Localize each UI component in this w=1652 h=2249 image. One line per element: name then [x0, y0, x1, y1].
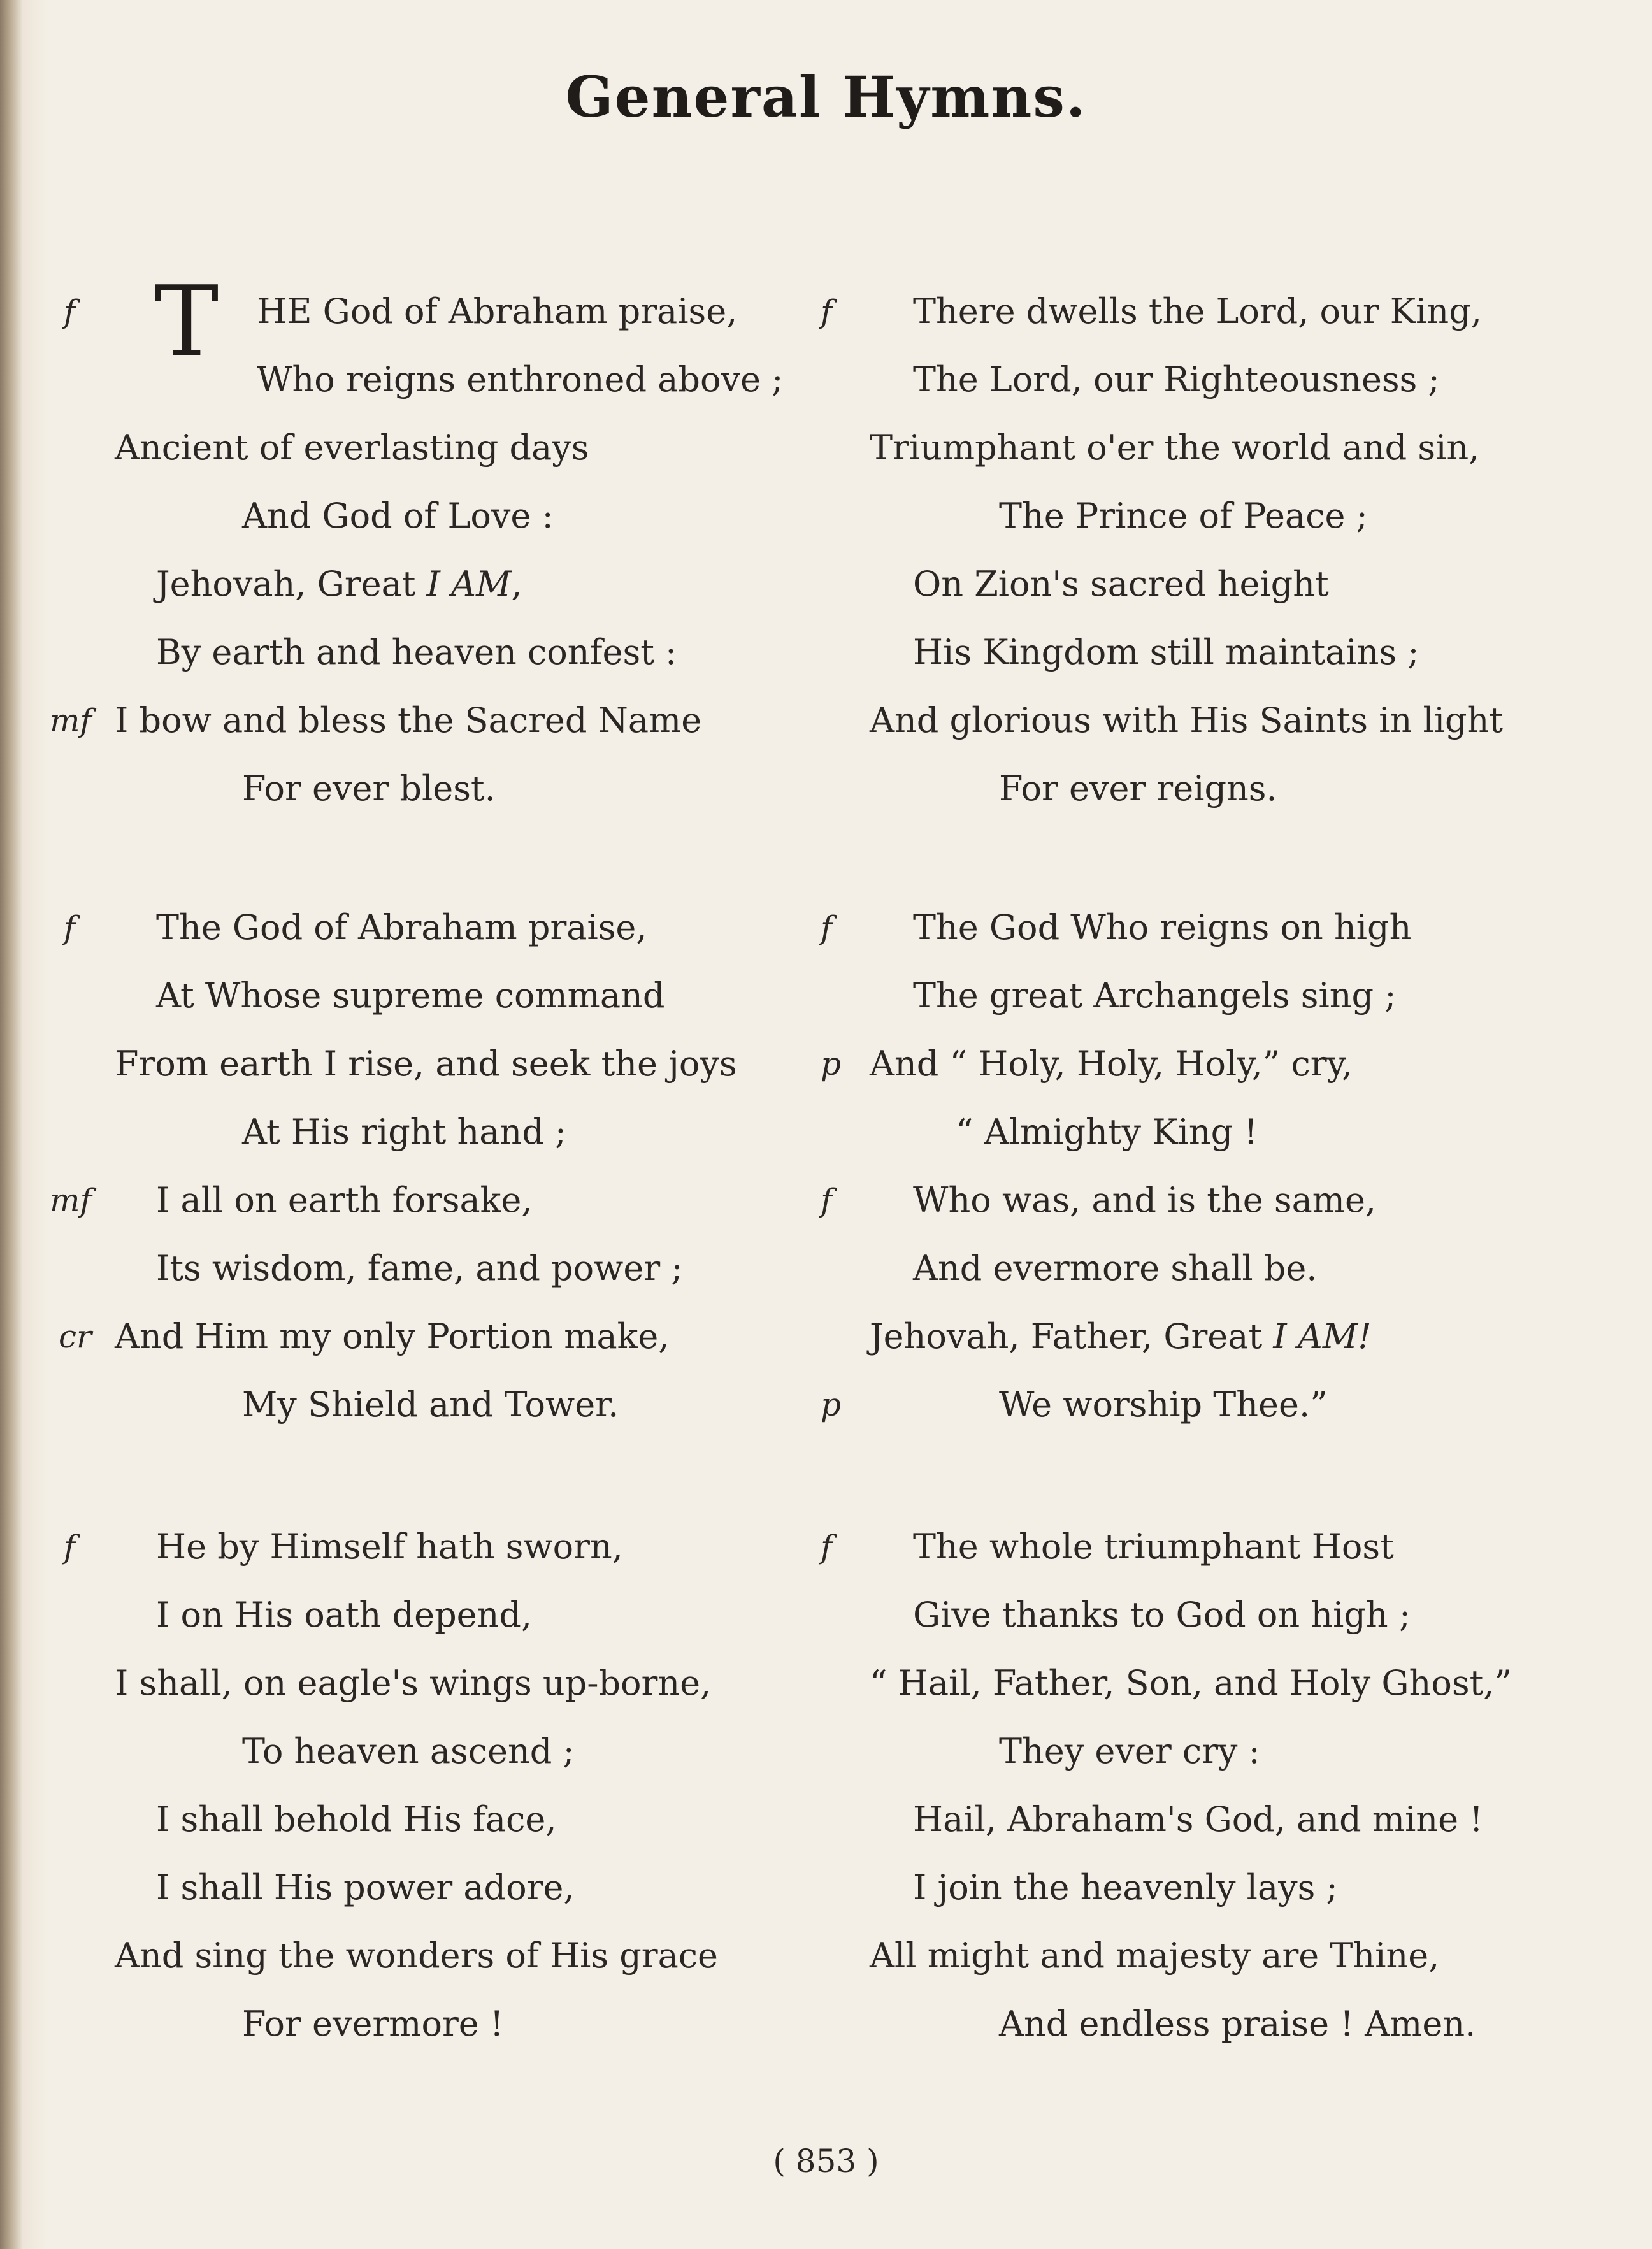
hymn-line: At His right hand ; [242, 1112, 567, 1152]
hymn-line: Jehovah, Great I AM, [156, 564, 522, 604]
hymn-line: Hail, Abraham's God, and mine ! [913, 1799, 1483, 1839]
hymn-line: By earth and heaven confest : [156, 632, 677, 672]
hymn-line: To heaven ascend ; [242, 1731, 575, 1771]
hymn-line: Who was, and is the same, [913, 1180, 1377, 1220]
dynamic-mark: f [64, 1528, 76, 1565]
hymn-line: For ever reigns. [999, 768, 1277, 808]
hymn-line: Triumphant o'er the world and sin, [870, 428, 1480, 468]
hymn-line: And evermore shall be. [913, 1248, 1318, 1288]
dynamic-mark: f [821, 293, 833, 330]
hymn-line: I shall behold His face, [156, 1799, 557, 1839]
binding-shadow [0, 0, 22, 2249]
hymn-line: All might and majesty are Thine, [870, 1936, 1440, 1976]
hymn-line: My Shield and Tower. [242, 1384, 619, 1425]
hymn-line: The Lord, our Righteousness ; [913, 359, 1440, 399]
page-number: ( 853 ) [773, 2143, 879, 2180]
hymn-line: At Whose supreme command [156, 975, 665, 1016]
hymn-line: We worship Thee.” [999, 1384, 1328, 1425]
dynamic-mark: f [64, 909, 76, 946]
hymn-line: I all on earth forsake, [156, 1180, 533, 1220]
dynamic-mark: mf [50, 702, 92, 739]
hymn-line: There dwells the Lord, our King, [913, 291, 1482, 331]
dynamic-mark: cr [59, 1318, 92, 1355]
dynamic-mark: p [821, 1386, 842, 1423]
dynamic-mark: mf [50, 1182, 92, 1219]
hymn-line: I join the heavenly lays ; [913, 1867, 1338, 1908]
hymn-line: The great Archangels sing ; [913, 975, 1397, 1016]
hymn-line: And endless praise ! Amen. [999, 2004, 1476, 2044]
hymn-line: And God of Love : [242, 496, 554, 536]
hymn-line: The whole triumphant Host [913, 1527, 1394, 1567]
hymn-line: And Him my only Portion make, [115, 1316, 670, 1356]
hymn-line: Give thanks to God on high ; [913, 1595, 1411, 1635]
dynamic-mark: f [821, 1528, 833, 1565]
hymn-line: The God Who reigns on high [913, 907, 1412, 947]
hymn-line: His Kingdom still maintains ; [913, 632, 1419, 672]
hymn-line: The Prince of Peace ; [999, 496, 1368, 536]
hymn-line: He by Himself hath sworn, [156, 1527, 623, 1567]
binding-gradient [22, 0, 47, 2249]
hymn-line: On Zion's sacred height [913, 564, 1329, 604]
hymn-line: Who reigns enthroned above ; [257, 359, 784, 399]
dynamic-mark: f [821, 909, 833, 946]
hymn-line: I bow and bless the Sacred Name [115, 700, 702, 740]
hymn-line: The God of Abraham praise, [156, 907, 647, 947]
dynamic-mark: f [821, 1182, 833, 1219]
hymn-line: “ Almighty King ! [956, 1112, 1258, 1152]
hymn-line: And sing the wonders of His grace [115, 1936, 719, 1976]
hymn-line: Its wisdom, fame, and power ; [156, 1248, 683, 1288]
hymn-line: HE God of Abraham praise, [257, 291, 738, 331]
hymn-line: And glorious with His Saints in light [870, 700, 1504, 740]
dynamic-mark: p [821, 1045, 842, 1082]
hymn-line: I on His oath depend, [156, 1595, 533, 1635]
hymn-line: “ Hail, Father, Son, and Holy Ghost,” [870, 1663, 1512, 1703]
dynamic-mark: f [64, 293, 76, 330]
hymn-line: I shall, on eagle's wings up-borne, [115, 1663, 712, 1703]
drop-cap: T [154, 265, 219, 378]
hymn-line: For evermore ! [242, 2004, 504, 2044]
hymn-line: They ever cry : [999, 1731, 1260, 1771]
hymn-line: Ancient of everlasting days [115, 428, 589, 468]
hymn-line: And “ Holy, Holy, Holy,” cry, [870, 1044, 1353, 1084]
hymn-line: For ever blest. [242, 768, 496, 808]
hymn-line: Jehovah, Father, Great I AM! [870, 1316, 1372, 1356]
page-title: General Hymns. [565, 64, 1087, 130]
hymn-line: I shall His power adore, [156, 1867, 575, 1908]
hymn-line: From earth I rise, and seek the joys [115, 1044, 737, 1084]
